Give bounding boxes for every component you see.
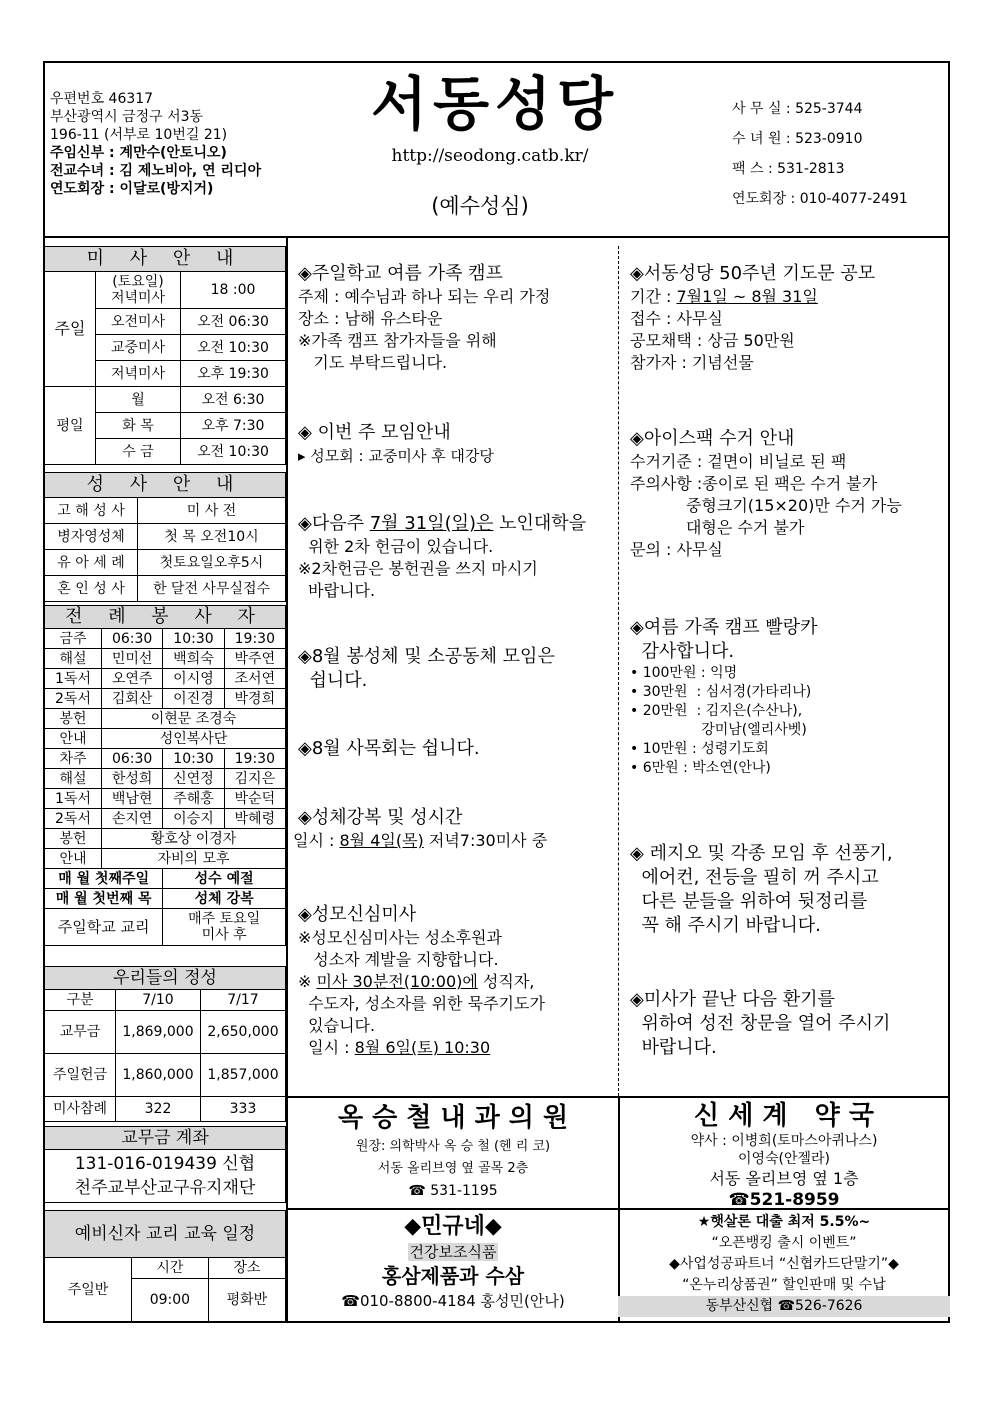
catechumen-table [44,1210,286,1322]
article-text: 기간 : [630,287,677,306]
article-line: 성소자 계발을 지향합니다. [298,950,499,969]
table-cell: 박경희 [224,689,285,709]
table-cell: 민미선 [102,649,163,669]
table-cell: 김회산 [102,689,163,709]
parish-due-1: 1,869,000 [116,1011,201,1054]
header-contacts [732,94,908,214]
article-august-communion [298,645,616,693]
openbanking-event: “오픈뱅킹 출시 이벤트” [711,1235,857,1251]
sunday-collection-1: 1,860,000 [116,1054,201,1097]
date-text: 8월 4일(목) [339,831,424,850]
sacrament-title: 성 사 안 내 [45,473,286,498]
catechumen-time: 09:00 [132,1279,209,1322]
sunday-school-time: 매주 토요일 미사 후 [163,909,286,946]
article-line: 위한 2차 헌금이 있습니다. [298,537,494,556]
article-heading: ◈성체강복 및 성시간 [298,807,463,828]
w2-guide-names: 자비의 모후 [102,849,286,869]
sacrament-table [44,472,286,602]
catechumen-place: 평화반 [208,1279,285,1322]
table-cell: 박혜령 [224,809,285,829]
article-camp-donations [630,616,948,778]
w2-offering-label: 봉헌 [45,829,102,849]
servers-table [44,605,286,946]
article-line: ◈8월 봉성체 및 소공동체 모임은 [298,646,555,667]
website-link[interactable]: http://seodong.catb.kr/ [391,146,589,166]
article-heading: ◈8월 사목회는 쉽니다. [298,738,480,759]
article-heading: ◈다음주 [298,513,370,534]
list-item: • 100만원 : 익명 [630,665,738,681]
credit-union-ad [620,1212,948,1317]
weekday-label: 평일 [45,387,96,465]
clinic-location: 서동 올리브영 옆 골목 2층 [377,1161,529,1176]
article-meetings [298,421,613,467]
offering-col-type: 구분 [45,990,116,1011]
baptism-label: 유 아 세 례 [45,550,138,576]
account-title: 교무금 계좌 [45,1127,286,1150]
clinic-phone: ☎ 531-1195 [408,1183,498,1199]
article-line: 참가자 : 기념선물 [630,353,754,372]
article-line: 주제 : 예수님과 하나 되는 우리 가정 [298,287,551,306]
article-line: ※가족 캠프 참가자들을 위해 [298,331,497,350]
list-item: • 30만원 : 심서경(가타리나) [630,684,812,700]
article-line: 장소 : 남해 유스타운 [298,309,443,328]
article-heading: ◈여름 가족 캠프 빨랑카 [630,617,818,638]
article-line: 수거기준 : 겉면이 비닐로 된 팩 [630,452,847,471]
baptism-value: 첫토요일오후5시 [138,550,286,576]
credit-union-contact: 동부산신협 ☎526-7626 [618,1296,950,1317]
article-heading: ◈성모신심미사 [298,904,417,925]
date-text: 7월1일 ~ 8월 31일 [676,287,818,306]
offering-col-date2: 7/17 [201,990,286,1011]
catechumen-time-head: 시간 [132,1258,209,1279]
confession-value: 미 사 전 [138,498,286,524]
mass-title: 미 사 안 내 [45,247,286,272]
monthly-first-sunday: 매 월 첫째주일 [45,869,163,889]
w1-offering-label: 봉헌 [45,709,102,729]
gift-voucher: “온누리상품권” 할인판매 및 수납 [682,1277,886,1293]
w2-guide-label: 안내 [45,849,102,869]
table-cell: 손지연 [102,809,163,829]
article-line: 중형크기(15×20)만 수거 가능 [630,496,902,515]
parish-due-label: 교무금 [45,1011,116,1054]
article-line: 공모채택 : 상금 50만원 [630,331,795,350]
card-terminal: ◆사업성공파트너 “신협카드단말기”◆ [669,1256,899,1272]
article-marian-mass [298,903,616,1059]
evening-mass-time: 오후 19:30 [181,361,286,387]
confession-label: 고 해 성 사 [45,498,138,524]
attendance-1: 322 [116,1097,201,1122]
offering-col-date1: 7/10 [116,990,201,1011]
mon-time: 오전 6:30 [181,387,286,413]
evening-mass-label: 저녁미사 [96,361,181,387]
table-cell: 김지은 [224,769,285,789]
week2-time2: 10:30 [163,749,224,769]
holy-water-rite: 성수 예절 [163,869,286,889]
article-text: 일시 : [293,831,340,850]
article-line: 바랍니다. [630,1037,717,1058]
sunday-school-label: 주일학교 교리 [45,909,163,946]
article-august-council [298,737,616,761]
week1-time1: 06:30 [102,629,163,649]
address-line2: 196-11 (서부로 10번길 21) [50,127,228,143]
article-cleanup [630,842,948,938]
pharmacy-location: 서동 올리브영 옆 1층 [709,1169,859,1188]
table-cell: 조서연 [224,669,285,689]
offering-title: 우리들의 정성 [45,967,286,990]
pastor: 주임신부 : 계만수(안토니오) [50,145,227,161]
article-line: 바랍니다. [298,581,376,600]
article-ventilation [630,988,948,1060]
sunday-collection-label: 주일헌금 [45,1054,116,1097]
table-cell: 백남현 [102,789,163,809]
article-line: 수도자, 성소자를 위한 묵주기도가 [298,994,545,1013]
marriage-label: 혼 인 성 사 [45,576,138,602]
mass-schedule-table [44,246,286,465]
loan-promo: ★햇살론 대출 최저 5.5%~ [697,1214,871,1230]
table-cell: 이시영 [163,669,224,689]
sat-evening-time: 18 :00 [181,272,286,309]
table-cell: 신연정 [163,769,224,789]
page-title: 서동성당 [370,70,620,138]
morning-mass-label: 오전미사 [96,309,181,335]
header-divider [43,236,950,238]
chairman: 연도회장 : 이달로(방지거) [50,181,214,197]
sunday-collection-2: 1,857,000 [201,1054,286,1097]
w1-guide-names: 성인복사단 [102,729,286,749]
shop-phone: ☎010-8800-4184 홍성민(안나) [341,1292,565,1310]
article-line: ※2차헌금은 봉헌권을 쓰지 마시기 [298,559,538,578]
postal-code: 우편번호 46317 [50,91,154,107]
account-holder: 천주교부산교구유지재단 [74,1178,256,1198]
article-line: 에어컨, 전등을 필히 꺼 주시고 [630,867,879,888]
w2-offering-names: 황호상 이경자 [102,829,286,849]
list-item: • 6만원 : 박소연(안나) [630,760,771,776]
table-cell: 백희숙 [163,649,224,669]
pharmacy-ad [620,1100,948,1210]
sunday-label: 주일 [45,272,96,387]
article-line: 주의사항 :종이로 된 팩은 수거 불가 [630,474,878,493]
attendance-label: 미사참례 [45,1097,116,1122]
table-cell: 주해홍 [163,789,224,809]
catechumen-class: 주일반 [45,1258,132,1322]
pharmacy-phone: ☎521-8959 [728,1190,840,1210]
table-cell: 한성희 [102,769,163,789]
clinic-ad [288,1100,618,1202]
main-mass-label: 교중미사 [96,335,181,361]
article-line: ◈미사가 끝난 다음 환기를 [630,989,835,1010]
w1-reading2: 2독서 [45,689,102,709]
w2-reading2: 2독서 [45,809,102,829]
clinic-name: 옥 승 철 내 과 의 원 [337,1103,569,1133]
wed-fri-label: 수 금 [96,439,181,465]
offering-table [44,966,286,1122]
w2-reading1: 1독서 [45,789,102,809]
account-table [44,1126,286,1203]
article-line: 다른 분들을 위하여 뒷정리를 [630,891,868,912]
morning-mass-time: 오전 06:30 [181,309,286,335]
list-item: • 10만원 : 성령기도회 [630,741,769,757]
article-line: ◈ 레지오 및 각종 모임 후 선풍기, [630,843,893,864]
list-item: • 20만원 : 김지은(수산나), [630,703,803,719]
article-heading: ◈아이스팩 수거 안내 [630,428,795,449]
week1-time3: 19:30 [224,629,285,649]
article-heading: ◈ 이번 주 모임안내 [298,422,451,443]
article-text: 성직자, [477,972,535,991]
account-number: 131-016-019439 신협 [74,1154,256,1174]
article-heading: ◈주일학교 여름 가족 캠프 [298,263,503,284]
date-text: 7월 31일(일)은 [369,513,494,534]
article-line: 기도 부탁드립니다. [298,353,448,372]
pharmacy-name: 신 세 계 약 국 [694,1101,874,1131]
feast-subtitle: (예수성심) [431,194,529,218]
catechumen-place-head: 장소 [208,1258,285,1279]
address-line1: 부산광역시 금정구 서3동 [50,109,204,125]
pharmacist-2: 이영숙(안젤라) [737,1151,831,1167]
w1-offering-names: 이현문 조경숙 [102,709,286,729]
attendance-2: 333 [201,1097,286,1122]
w1-guide-label: 안내 [45,729,102,749]
w2-commentary: 해설 [45,769,102,789]
column-divider-middle [618,246,619,1096]
health-shop-ad [288,1212,618,1312]
table-cell: 이진경 [163,689,224,709]
fax-number: 팩 스 : 531-2813 [732,161,845,177]
clinic-director: 원장: 의학박사 옥 승 철 (헨 리 코) [355,1139,551,1154]
w1-commentary: 해설 [45,649,102,669]
sick-communion-value: 첫 목 오전10시 [138,524,286,550]
shop-products: 홍삼제품과 수삼 [381,1264,525,1288]
chairman-phone: 연도회장 : 010-4077-2491 [732,191,908,207]
table-cell: 박순덕 [224,789,285,809]
sick-communion-label: 병자영성체 [45,524,138,550]
article-text: ※ [298,972,317,991]
article-line: ※성모신심미사는 성소후원과 [298,928,502,947]
servers-title: 전 례 봉 사 자 [45,606,286,629]
monthly-first-thursday: 매 월 첫번째 목 [45,889,163,909]
convent-phone: 수 녀 원 : 523-0910 [732,131,863,147]
article-family-camp [298,262,613,374]
article-icepack [630,427,948,561]
article-second-collection [298,512,616,602]
marriage-value: 한 달전 사무실접수 [138,576,286,602]
parish-due-2: 2,650,000 [201,1011,286,1054]
article-heading: 감사합니다. [630,641,735,662]
benediction: 성체 강복 [163,889,286,909]
office-phone: 사 무 실 : 525-3744 [732,101,863,117]
date-text: 8월 6일(토) 10:30 [354,1038,491,1057]
article-line: 접수 : 사무실 [630,309,723,328]
tue-thu-time: 오후 7:30 [181,413,286,439]
article-prayer-contest [630,262,948,374]
article-line: 쉽니다. [298,670,368,691]
pharmacist-1: 약사 : 이병희(토마스아퀴나스) [690,1133,878,1149]
article-line: ▸ 성모회 : 교중미사 후 대강당 [298,447,494,465]
article-text: 일시 : [298,1038,355,1057]
table-cell: 이승지 [163,809,224,829]
sisters: 전교수녀 : 김 제노비아, 연 리디아 [50,163,262,179]
shop-name: ◆민규네◆ [404,1214,502,1239]
wed-fri-time: 오전 10:30 [181,439,286,465]
article-line: 위하여 성전 창문을 열어 주시기 [630,1013,891,1034]
article-line: 대형은 수거 불가 [630,518,805,537]
list-item: 강미남(엘리사벳) [630,722,807,738]
tue-thu-label: 화 목 [96,413,181,439]
catechumen-title: 예비신자 교리 교육 일정 [45,1211,286,1258]
mon-label: 월 [96,387,181,413]
table-cell: 오연주 [102,669,163,689]
article-line: 꼭 해 주시기 바랍니다. [630,915,821,936]
article-line: 있습니다. [298,1016,376,1035]
week2-time3: 19:30 [224,749,285,769]
sat-evening-label: (토요일) 저녁미사 [96,272,181,309]
main-mass-time: 오전 10:30 [181,335,286,361]
header-address [50,90,261,198]
shop-category: 건강보조식품 [409,1243,497,1261]
article-text: 노인대학을 [493,513,587,534]
article-text: 저녁7:30미사 중 [423,831,548,850]
week1-time2: 10:30 [163,629,224,649]
article-line: 문의 : 사무실 [630,540,723,559]
article-holy-hour [293,806,615,852]
account-info [45,1150,286,1203]
table-cell: 박주연 [224,649,285,669]
week1-label: 금주 [45,629,102,649]
article-heading: ◈서동성당 50주년 기도문 공모 [630,263,876,284]
date-text: 미사 30분전(10:00)에 [316,972,478,991]
w1-reading1: 1독서 [45,669,102,689]
week2-time1: 06:30 [102,749,163,769]
week2-label: 차주 [45,749,102,769]
